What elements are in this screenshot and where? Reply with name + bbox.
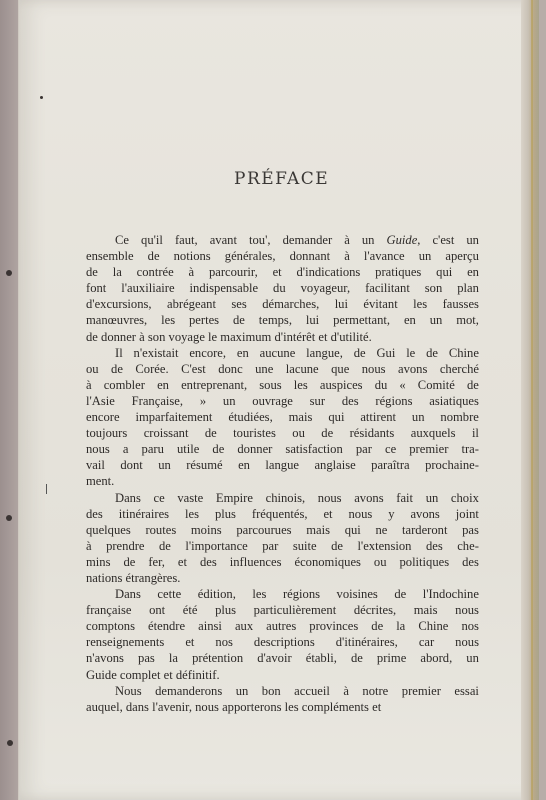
word: de — [86, 265, 98, 280]
word: un — [361, 233, 375, 247]
word: manœuvres, — [86, 313, 148, 328]
word: un — [222, 393, 236, 408]
word: de — [111, 361, 123, 376]
word: ne — [375, 522, 388, 537]
word: y — [388, 506, 395, 521]
word: tra- — [461, 442, 479, 457]
text-line — [86, 264, 479, 280]
word: du — [374, 377, 388, 392]
word: croissant — [143, 426, 189, 441]
word: l'Indochine — [422, 587, 479, 602]
word: le — [406, 345, 416, 360]
text-line — [86, 248, 479, 264]
word: moins — [190, 522, 222, 537]
word: édition, — [197, 587, 236, 602]
word: par — [262, 538, 279, 553]
word: la — [396, 619, 406, 634]
word: langue, — [306, 345, 343, 360]
word: et — [177, 554, 188, 569]
word: mot, — [456, 313, 479, 328]
word: quelques — [86, 522, 131, 537]
word: demander — [282, 233, 333, 247]
word: qu'il — [141, 233, 163, 247]
text-line — [86, 361, 479, 377]
text-line — [86, 683, 479, 699]
word: contrée — [136, 265, 174, 280]
word: ce — [385, 442, 397, 457]
text-line — [86, 393, 479, 409]
word: paru — [141, 442, 164, 457]
word: vaste — [177, 490, 204, 505]
text-line — [86, 522, 479, 538]
word: la — [112, 265, 122, 280]
word: provinces — [309, 619, 359, 634]
word: abrégeant — [167, 297, 216, 312]
word: itinéraires — [118, 506, 170, 521]
word: et — [185, 635, 195, 650]
text-line — [86, 377, 479, 393]
word: combler — [103, 377, 145, 392]
word: permettant, — [333, 313, 391, 328]
text-line — [86, 280, 479, 296]
margin-mark — [46, 484, 47, 494]
word: qui — [328, 410, 345, 425]
word: cette — [157, 587, 182, 602]
word: de — [212, 442, 225, 457]
word: renseignements — [86, 635, 165, 650]
word: vail — [86, 458, 105, 473]
word: parcourues — [236, 522, 292, 537]
word: l'avance — [363, 249, 405, 264]
page-title: PRÉFACE — [234, 169, 330, 189]
word: plan — [457, 281, 479, 296]
word: che- — [457, 538, 479, 553]
text-line — [86, 457, 479, 473]
word: l'importance — [185, 538, 248, 553]
word: Dans — [115, 490, 141, 505]
word: parcourir, — [208, 265, 258, 280]
word: notre — [362, 683, 389, 698]
word: plus — [215, 603, 237, 618]
word: politiques — [399, 554, 450, 569]
word: avons — [397, 361, 428, 376]
word: française — [86, 603, 132, 618]
word: temps, — [258, 313, 292, 328]
word: cherché — [439, 361, 479, 376]
word: de — [123, 554, 136, 569]
page-edge — [521, 0, 539, 800]
word: ses — [231, 297, 247, 312]
word: les — [252, 587, 267, 602]
word: ce — [153, 490, 165, 505]
word: lui — [305, 313, 320, 328]
word: notions — [173, 249, 211, 264]
word: aucune — [259, 345, 296, 360]
text-line — [86, 312, 479, 328]
word: les — [185, 506, 200, 521]
word: résumé — [186, 458, 223, 473]
text-line: Guide complet et définitif. — [86, 667, 220, 682]
word: un — [466, 651, 479, 666]
word: d'excursions, — [86, 297, 152, 312]
word: l'Asie — [86, 393, 115, 408]
word: voisines — [336, 587, 378, 602]
word: à — [188, 265, 195, 280]
text-line — [86, 345, 479, 361]
word: de — [159, 538, 171, 553]
word: Il — [115, 345, 123, 360]
word: nous — [361, 361, 386, 376]
word: été — [182, 603, 198, 618]
word: de — [426, 345, 439, 360]
word: l'extension — [357, 538, 412, 553]
word: des — [462, 554, 479, 569]
word: et — [272, 265, 282, 280]
word: auspices — [319, 377, 363, 392]
word: en — [238, 458, 250, 473]
word: pertes — [189, 313, 220, 328]
word: voyageur, — [300, 281, 351, 296]
word: d'avoir — [257, 651, 292, 666]
word: par — [355, 442, 372, 457]
word: paraîtra — [371, 458, 410, 473]
word: tou', — [249, 233, 271, 247]
text-line: de donner à son voyage le maximum d'intérêt et d'utilité. — [86, 329, 372, 344]
word: à — [344, 233, 350, 247]
word: qui — [436, 265, 453, 280]
binding-mark — [7, 740, 13, 746]
word: ou — [86, 361, 99, 376]
word: les — [413, 297, 428, 312]
word: établi, — [305, 651, 337, 666]
word: à — [343, 683, 349, 698]
word: Ce — [115, 233, 129, 247]
word: qui — [344, 522, 361, 537]
word: toujours — [86, 426, 128, 441]
word: avant — [209, 233, 237, 247]
word: asiatiques — [429, 393, 479, 408]
word: aperçu — [445, 249, 479, 264]
word: entreprenant, — [181, 377, 248, 392]
word: des — [341, 393, 359, 408]
word: mais — [288, 410, 313, 425]
word: d'itinéraires, — [335, 635, 398, 650]
word: ensemble — [86, 249, 134, 264]
word: des — [425, 538, 443, 553]
text-line: ment. — [86, 474, 115, 489]
word: du — [273, 281, 286, 296]
word: C'est — [181, 361, 206, 376]
word: chinois, — [265, 490, 306, 505]
word: c'est — [432, 233, 455, 247]
word: en — [236, 345, 249, 360]
word: de — [321, 426, 334, 441]
word: font — [86, 281, 107, 296]
word: un — [418, 249, 432, 264]
word: nombre — [440, 410, 479, 425]
word: Empire — [215, 490, 253, 505]
word: à — [86, 538, 92, 553]
word: descriptions — [253, 635, 315, 650]
word: anglaise — [314, 458, 356, 473]
word: encore, — [189, 345, 227, 360]
word: ou — [292, 426, 305, 441]
word: utile — [176, 442, 200, 457]
word: la — [168, 651, 178, 666]
word: auxquels — [410, 426, 456, 441]
word: Guide, — [386, 233, 421, 247]
word: mins — [86, 554, 111, 569]
word: routes — [145, 522, 177, 537]
word: aux — [234, 619, 254, 634]
word: il — [471, 426, 479, 441]
word: fait — [396, 490, 414, 505]
word: nos — [461, 619, 479, 634]
word: Gui — [376, 345, 396, 360]
body-text — [86, 232, 479, 715]
word: un — [466, 233, 479, 247]
word: des — [199, 554, 217, 569]
word: l'auxiliaire — [121, 281, 175, 296]
word: à — [344, 249, 350, 264]
word: que — [331, 361, 350, 376]
word: joint — [455, 506, 479, 521]
word: n'existait — [133, 345, 179, 360]
word: » — [199, 393, 207, 408]
binding-mark — [40, 96, 43, 99]
word: mais — [306, 522, 331, 537]
word: générales, — [224, 249, 276, 264]
word: un — [425, 490, 439, 505]
word: nous — [317, 490, 342, 505]
word: fréquentés, — [251, 506, 308, 521]
word: régions — [282, 587, 321, 602]
word: régions — [375, 393, 413, 408]
text-line — [86, 409, 479, 425]
text-line — [86, 538, 479, 554]
word: prétention — [192, 651, 244, 666]
word: n'avons — [86, 651, 124, 666]
text-line — [86, 232, 479, 248]
word: pas — [138, 651, 155, 666]
word: donner — [237, 442, 273, 457]
word: un — [158, 458, 171, 473]
word: choix — [450, 490, 479, 505]
word: influences — [229, 554, 282, 569]
word: de — [331, 538, 343, 553]
word: ouvrage — [252, 393, 293, 408]
word: tarderont — [401, 522, 448, 537]
word: faut, — [174, 233, 198, 247]
binding-mark — [6, 515, 12, 521]
word: économiques — [294, 554, 361, 569]
word: de — [350, 651, 363, 666]
word: de — [353, 345, 366, 360]
word: un — [429, 313, 443, 328]
page-edge-line — [531, 0, 533, 800]
word: et — [323, 506, 333, 521]
word: prime — [376, 651, 407, 666]
word: ainsi — [198, 619, 222, 634]
word: facilitant — [365, 281, 410, 296]
word: indispensable — [189, 281, 259, 296]
word: prochaine- — [425, 458, 479, 473]
word: une — [255, 361, 274, 376]
word: nos — [215, 635, 233, 650]
word: Française, — [131, 393, 184, 408]
word: avons — [410, 506, 440, 521]
word: résidants — [349, 426, 395, 441]
word: fer, — [148, 554, 165, 569]
text-line — [86, 490, 479, 506]
word: sous — [259, 377, 282, 392]
word: particulièrement — [253, 603, 337, 618]
text-line — [86, 441, 479, 457]
word: langue — [265, 458, 299, 473]
word: donc — [218, 361, 243, 376]
word: premier — [401, 683, 441, 698]
word: a — [122, 442, 129, 457]
word: de — [232, 313, 245, 328]
word: premier — [409, 442, 449, 457]
word: Corée. — [135, 361, 169, 376]
word: Comité — [417, 377, 455, 392]
text-line: auquel, dans l'avenir, nous apporterons les compléments et — [86, 699, 382, 714]
word: lacune — [285, 361, 319, 376]
word: un — [235, 683, 249, 698]
word: attirent — [360, 410, 397, 425]
word: étendre — [148, 619, 186, 634]
word: son — [424, 281, 443, 296]
word: ou — [373, 554, 387, 569]
word: comptons — [86, 619, 135, 634]
word: prendre — [106, 538, 145, 553]
text-line — [86, 586, 479, 602]
word: essai — [454, 683, 479, 698]
word: des — [86, 506, 103, 521]
word: évitant — [363, 297, 398, 312]
word: pas — [462, 522, 479, 537]
word: démarches, — [262, 297, 320, 312]
word: nous — [86, 442, 110, 457]
word: touristes — [233, 426, 276, 441]
word: pratiques — [375, 265, 422, 280]
word: autres — [266, 619, 297, 634]
word: bon — [261, 683, 281, 698]
word: donnant — [289, 249, 331, 264]
text-line — [86, 602, 479, 618]
word: de — [204, 426, 217, 441]
word: nous — [455, 603, 479, 618]
word: Chine — [418, 619, 449, 634]
word: nous — [348, 506, 373, 521]
word: Chine — [448, 345, 479, 360]
word: plus — [214, 506, 236, 521]
text-line — [86, 425, 479, 441]
word: abord, — [420, 651, 453, 666]
word: demanderons — [155, 683, 223, 698]
word: avons — [354, 490, 384, 505]
word: Dans — [115, 587, 141, 602]
word: lui — [334, 297, 348, 312]
word: fausses — [442, 297, 479, 312]
word: les — [161, 313, 176, 328]
word: imparfaitement — [135, 410, 213, 425]
text-line: nations étrangères. — [86, 570, 181, 585]
word: suite — [292, 538, 317, 553]
word: de — [147, 249, 160, 264]
word: en — [467, 265, 479, 280]
word: de — [394, 587, 407, 602]
text-line — [86, 506, 479, 522]
word: accueil — [294, 683, 330, 698]
word: à — [86, 377, 92, 392]
word: en — [403, 313, 416, 328]
word: de — [467, 377, 479, 392]
word: décrites, — [353, 603, 397, 618]
text-line — [86, 634, 479, 650]
text-line — [86, 650, 479, 666]
word: sur — [309, 393, 326, 408]
word: dont — [120, 458, 143, 473]
word: nous — [455, 635, 479, 650]
word: ont — [149, 603, 166, 618]
text-line — [86, 618, 479, 634]
word: de — [371, 619, 384, 634]
binding-mark — [6, 270, 12, 276]
text-line — [86, 554, 479, 570]
word: encore — [86, 410, 120, 425]
word: « — [399, 377, 406, 392]
word: en — [157, 377, 169, 392]
word: car — [418, 635, 435, 650]
word: étudiées, — [228, 410, 273, 425]
text-line — [86, 296, 479, 312]
word: Nous — [115, 683, 142, 698]
word: satisfaction — [285, 442, 343, 457]
word: d'indications — [296, 265, 361, 280]
word: les — [293, 377, 308, 392]
word: un — [411, 410, 425, 425]
word: mais — [413, 603, 438, 618]
